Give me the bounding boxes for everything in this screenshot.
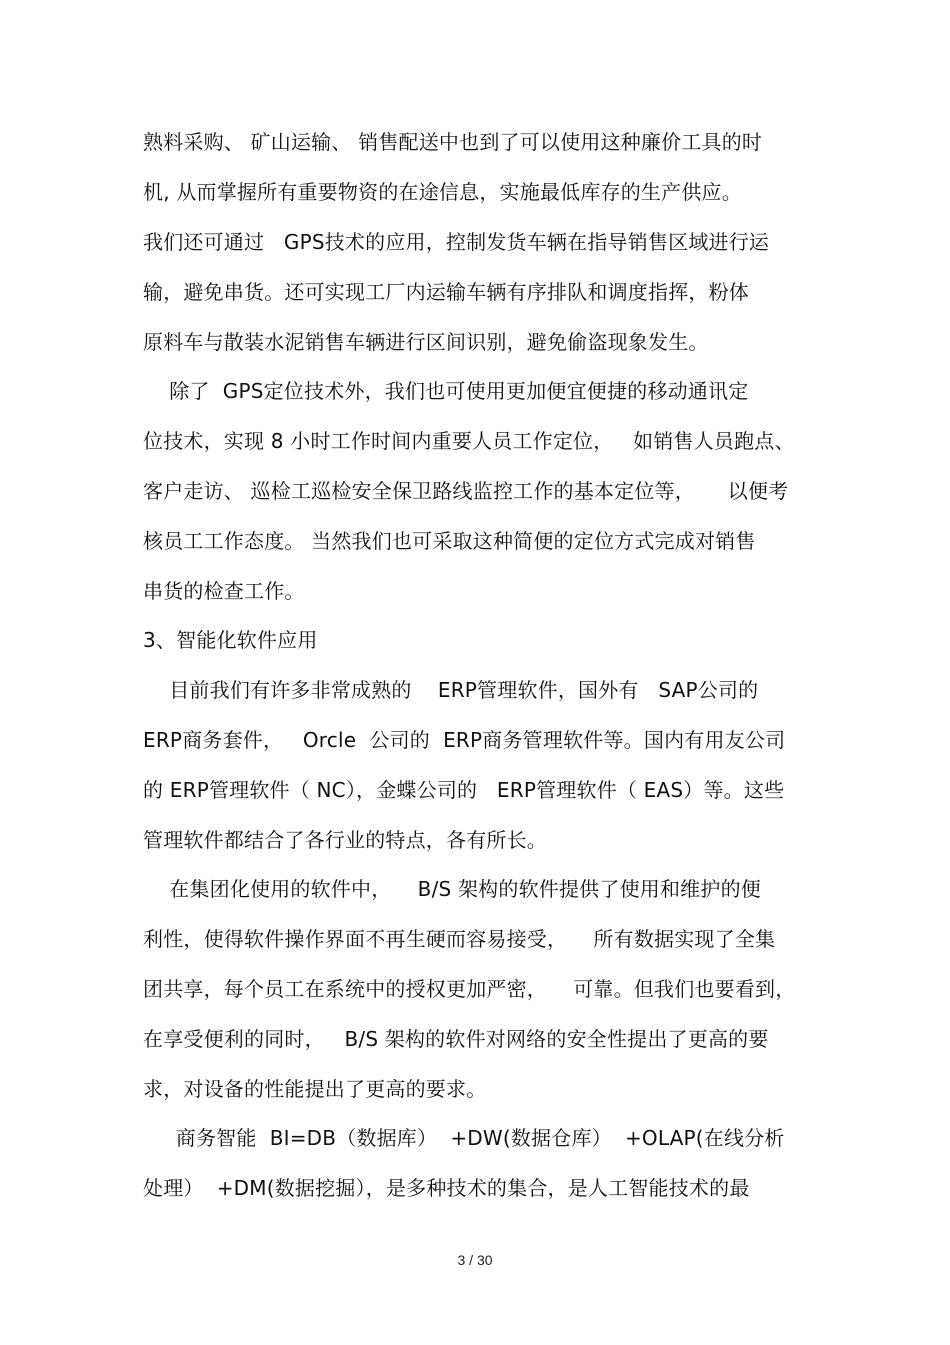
text-line: 利性，使得软件操作界面不再生硬而容易接受， 所有数据实现了全集 [143,927,776,951]
text-line: 串货的检查工作。 [143,579,305,603]
text-line: 位技术，实现 8 小时工作时间内重要人员工作定位， 如销售人员跑点、 [143,429,795,453]
text-line: 在享受便利的同时， B/S 架构的软件对网络的安全性提出了更高的要 [143,1027,769,1051]
text-line: 客户走访、 巡检工巡检安全保卫路线监控工作的基本定位等， 以便考 [143,479,789,503]
text-line: 输，避免串货。还可实现工厂内运输车辆有序排队和调度指挥，粉体 [143,280,749,304]
text-line: 的 ERP管理软件（ NC），金蝶公司的 ERP管理软件（ EAS）等。这些 [143,778,785,802]
text-line: 管理软件都结合了各行业的特点，各有所长。 [143,828,547,852]
text-line: 熟料采购、 矿山运输、 销售配送中也到了可以使用这种廉价工具的时 [143,130,763,154]
text-line: 求，对设备的性能提出了更高的要求。 [143,1077,487,1101]
text-line: 核员工工作态度。 当然我们也可采取这种简便的定位方式完成对销售 [143,529,756,553]
text-line: 团共享，每个员工在系统中的授权更加严密， 可靠。但我们也要看到， [143,977,796,1001]
text-line: 目前我们有许多非常成熟的 ERP管理软件，国外有 SAP公司的 [143,678,759,702]
text-line: 除了 GPS定位技术外，我们也可使用更加便宜便捷的移动通讯定 [143,379,749,403]
section-heading: 3、智能化软件应用 [143,628,318,652]
text-line: 在集团化使用的软件中， B/S 架构的软件提供了使用和维护的便 [143,877,761,901]
text-line: 商务智能 BI=DB（数据库） +DW(数据仓库） +OLAP(在线分析 [143,1126,785,1150]
text-line: ERP商务套件， Orcle 公司的 ERP商务管理软件等。国内有用友公司 [143,728,786,752]
text-line: 处理） +DM(数据挖掘），是多种技术的集合，是人工智能技术的最 [143,1176,750,1200]
text-line: 原料车与散装水泥销售车辆进行区间识别，避免偷盗现象发生。 [143,330,709,354]
text-line: 我们还可通过 GPS技术的应用，控制发货车辆在指导销售区域进行运 [143,230,770,254]
text-line: 机, 从而掌握所有重要物资的在途信息，实施最低库存的生产供应。 [143,180,742,204]
page-number: 3 / 30 [457,1252,493,1268]
